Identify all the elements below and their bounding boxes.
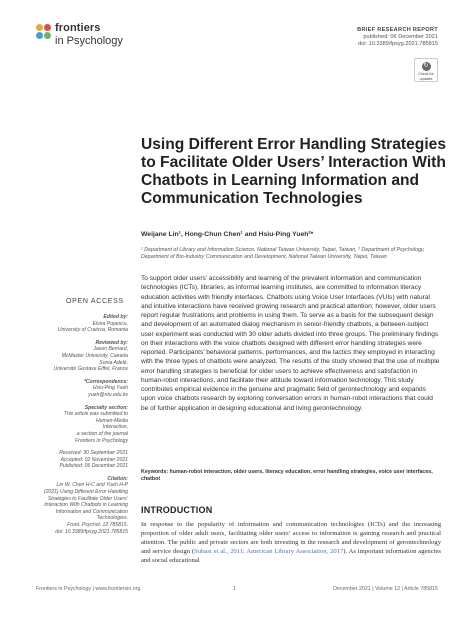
editor-affiliation: University of Craiova, Romania xyxy=(57,327,128,334)
edited-by-heading: Edited by: xyxy=(103,314,128,320)
keywords: Keywords: human-robot interaction, older users, literacy education, error handling strategies, voice user interfaces, chatbot xyxy=(141,469,433,482)
published-date: published: 06 December 2021 xyxy=(363,34,438,41)
citation-line: Interaction With Chatbots in Learning xyxy=(44,502,128,509)
citation-line: (2021) Using Different Error Handling xyxy=(43,489,128,496)
check-updates-label-2: updates xyxy=(419,77,433,81)
logo-journal: in Psychology xyxy=(55,35,123,47)
author-list: Weijane Lin¹, Hong-Chun Chen¹ and Hsiu-Ping Yueh²* xyxy=(141,231,314,238)
check-updates-label: Check for xyxy=(418,72,434,76)
reviewer-name: Sonia Adelé, xyxy=(99,359,128,366)
published-date-sidebar: Published: 06 December 2021 xyxy=(59,463,128,470)
citation-line: Information and Communication xyxy=(55,508,128,515)
specialty-heading: Specialty section: xyxy=(84,404,128,411)
article-title: Using Different Error Handling Strategies to Facilitate Older Users’ Interaction With Chatbots in Learning Information and Communication Technologies xyxy=(141,136,446,207)
accepted-date: Accepted: 02 November 2021 xyxy=(60,456,128,463)
frontiers-logo-icon xyxy=(36,24,52,40)
citation-heading: Citation: xyxy=(107,475,128,482)
refresh-icon: ↻ xyxy=(423,63,429,69)
correspondence-heading: *Correspondence: xyxy=(83,378,128,385)
specialty-line: a section of the journal xyxy=(76,430,128,437)
citation-line: Strategies to Facilitate Older Users’ xyxy=(47,495,128,502)
citation-line: Technologies. xyxy=(96,515,128,522)
citation-doi[interactable]: doi: 10.3389/fpsyg.2021.785815 xyxy=(55,528,128,535)
logo-brand: frontiers xyxy=(55,22,101,34)
intro-text-part: ). As important information agencies and social educational xyxy=(141,547,441,564)
received-date: Received: 30 September 2021 xyxy=(59,450,128,457)
article-type: BRIEF RESEARCH REPORT xyxy=(357,27,438,33)
citation-link[interactable]: Subasi et al., 2011; American Library Association, 2017 xyxy=(194,547,344,555)
introduction-text xyxy=(141,521,441,566)
reviewed-by-heading: Reviewed by: xyxy=(95,339,128,346)
abstract: To support older users’ accessibility and learning of the prevalent information and communication technologies (ICTs), libraries, as informal learning institutes, are committed to information literacy education activities with friendly interfaces. Chatbots using Voice User Interfaces (VUIs) with natural and intuitive interactions have received growing research and practical attention; however, older users report regular frustrations and problems in using them. To serve as a basis for the subsequent design and development of an automated dialog mechanism in senior-friendly chatbots, a between-subject user experiment was conducted with 30 older adults divided into three groups. The preliminary findings on their interactions with the voice chatbots designed with different error handling strategies were reported. Participants’ behavioral patterns, performances, and the tactics they employed in interacting with the three types of chatbots were analyzed. The results of the study showed that the use of multiple error handling strategies is beneficial for older users to achieve effectiveness and satisfaction in human-robot interactions, and facilitate their attitude toward information technology. This study contributes empirical evidence in the genuine and pragmatic field of gerontechnology and expands upon voice chatbots research by exploring conversation errors in human-robot interactions that could be of further application in designing educational and living gerontechnology. xyxy=(141,275,440,412)
reviewer-name: Jason Bernard, xyxy=(93,346,128,353)
intro-text-part: In response to the popularity of information and communication technologies (ICTs) and the increasing proportion of older adult users, facilitating older users’ access to information is gaining research and practical attention. The public and private sectors are both investing in the research and development of gerontechnology and service design ( xyxy=(141,521,441,555)
footer-issue-info: December 2021 | Volume 12 | Article 785815 xyxy=(333,586,438,592)
specialty-line: Interaction, xyxy=(102,424,128,431)
doi-link[interactable]: doi: 10.3389/fpsyg.2021.785815 xyxy=(358,41,438,48)
citation-line: Front. Psychol. 12:785815. xyxy=(67,522,128,529)
reviewer-affiliation: McMaster University, Canada xyxy=(61,352,128,359)
affiliations: ¹ Department of Library and Information Science, National Taiwan University, Taipei, Taiwan, ² Department of Psychology, Department of Bio-Industry Communication and Development, National Taiwan University, Taipei, Taiwan xyxy=(141,247,425,260)
specialty-line: This article was submitted to xyxy=(63,411,128,418)
check-for-updates-button[interactable] xyxy=(414,58,438,82)
correspondence-email[interactable]: yueh@ntu.edu.tw xyxy=(88,391,128,398)
introduction-heading: INTRODUCTION xyxy=(141,505,213,515)
footer-journal-site[interactable]: Frontiers in Psychology | www.frontiersin.org xyxy=(36,586,141,592)
correspondence-name: Hsiu-Ping Yueh xyxy=(92,385,128,392)
editor-name: Elvira Popescu, xyxy=(92,320,128,327)
page-number: 1 xyxy=(233,586,236,592)
journal-logo xyxy=(36,22,136,50)
article-header xyxy=(357,27,438,49)
specialty-line: Frontiers in Psychology xyxy=(75,437,128,444)
specialty-line: Human-Media xyxy=(96,417,128,424)
open-access-badge: OPEN ACCESS xyxy=(66,298,124,305)
article-sidebar xyxy=(28,314,128,535)
reviewer-affiliation: Université Gustave Eiffel, France xyxy=(53,366,128,373)
citation-line: Lin W, Chen H-C and Yueh H-P xyxy=(56,482,128,489)
